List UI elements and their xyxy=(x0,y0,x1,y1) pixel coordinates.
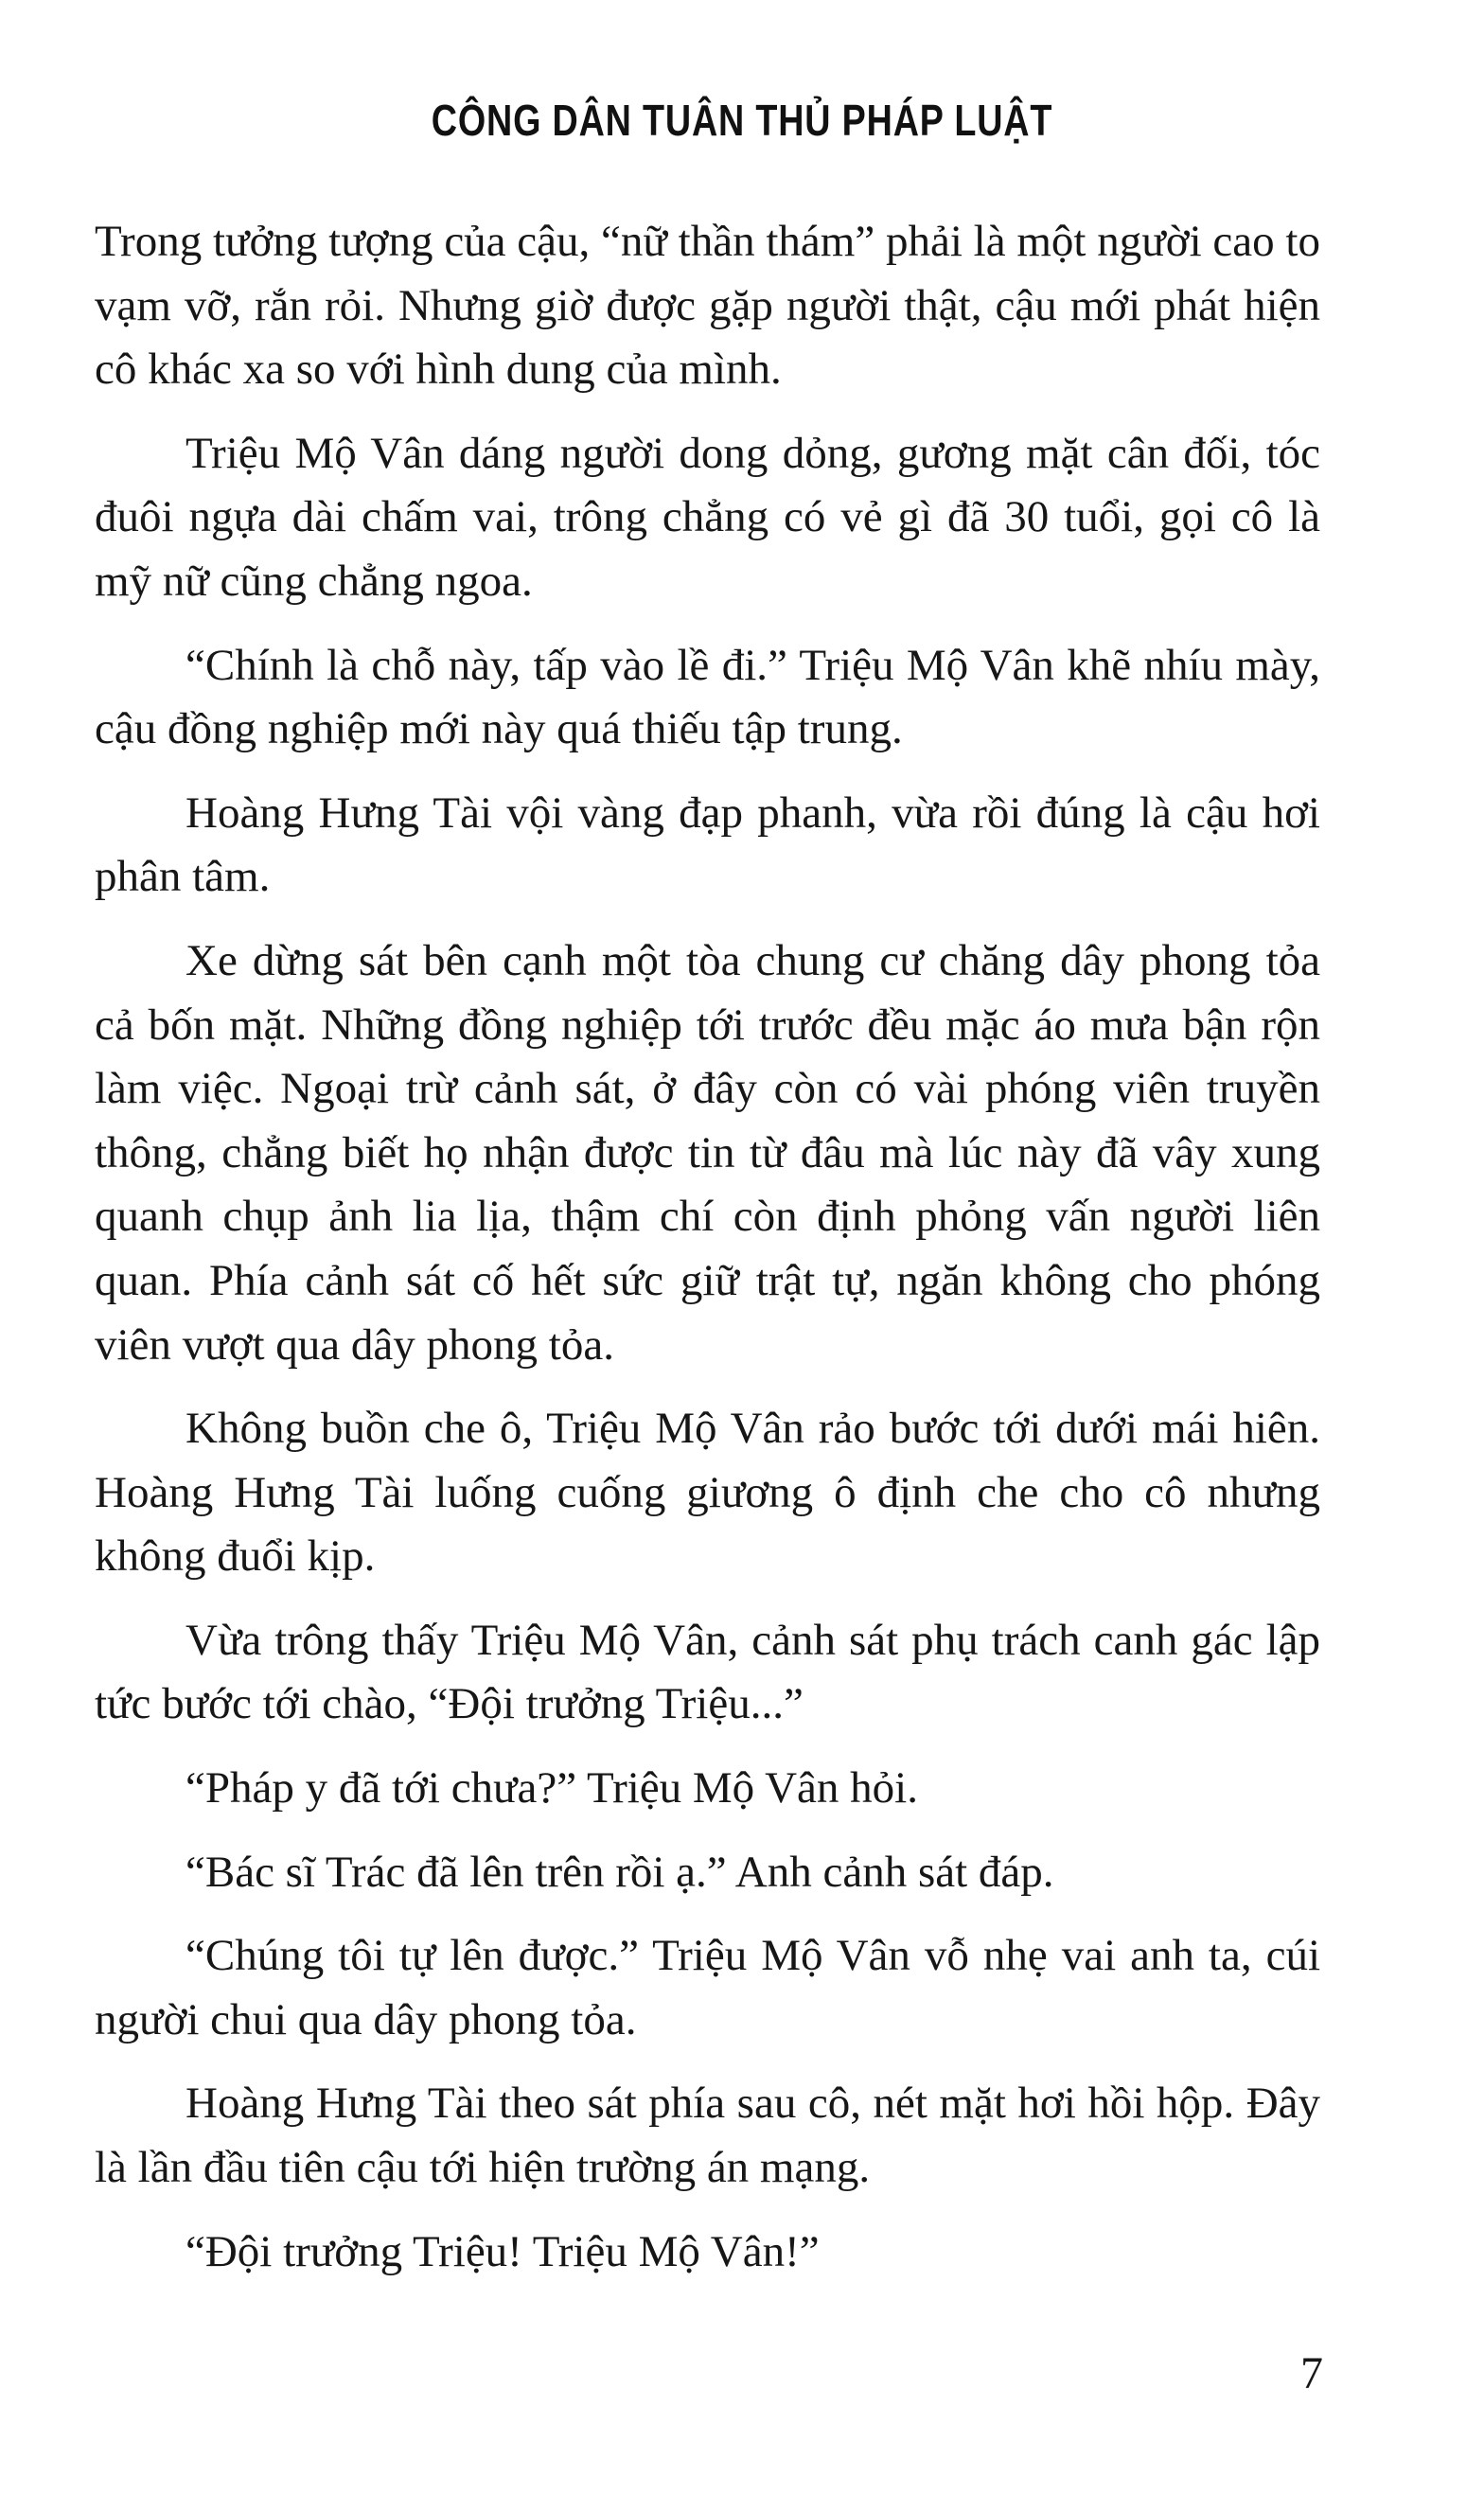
paragraph: Hoàng Hưng Tài theo sát phía sau cô, nét mặt hơi hồi hộp. Đây là lần đầu tiên cậu tới hiện trường án mạng. xyxy=(95,2079,1320,2193)
paragraph: Triệu Mộ Vân dáng người dong dỏng, gương mặt cân đối, tóc đuôi ngựa dài chấm vai, trông chẳng có vẻ gì đã 30 tuổi, gọi cô là mỹ nữ cũng chẳng ngoa. xyxy=(95,428,1320,606)
paragraph: “Chúng tôi tự lên được.” Triệu Mộ Vân vỗ nhẹ vai anh ta, cúi người chui qua dây phong tỏa. xyxy=(95,1931,1320,2044)
paragraph: “Pháp y đã tới chưa?” Triệu Mộ Vân hỏi. xyxy=(186,1763,918,1814)
running-header: CÔNG DÂN TUÂN THỦ PHÁP LUẬT xyxy=(431,96,1053,145)
page-number: 7 xyxy=(1300,2348,1323,2398)
paragraph: Xe dừng sát bên cạnh một tòa chung cư chăng dây phong tỏa cả bốn mặt. Những đồng nghiệp tới trước đều mặc áo mưa bận rộn làm việc. Ngoại trừ cảnh sát, ở đây còn có vài phóng viên truyền thông, chẳng biết họ nhận được tin từ đâu mà lúc này đã vây xung quanh chụp ảnh lia lịa, thậm chí còn định phỏng vấn người liên quan. Phía cảnh sát cố hết sức giữ trật tự, ngăn không cho phóng viên vượt qua dây phong tỏa. xyxy=(95,935,1320,1370)
paragraph: “Bác sĩ Trác đã lên trên rồi ạ.” Anh cảnh sát đáp. xyxy=(186,1847,1054,1897)
paragraph: Hoàng Hưng Tài vội vàng đạp phanh, vừa rồi đúng là cậu hơi phân tâm. xyxy=(95,787,1320,902)
paragraph: Trong tưởng tượng của cậu, “nữ thần thám” phải là một người cao to vạm vỡ, rắn rỏi. Nhưng giờ được gặp người thật, cậu mới phát hiện cô khác xa so với hình dung của mình. xyxy=(95,217,1320,395)
body-text xyxy=(95,210,1320,2304)
paragraph: Vừa trông thấy Triệu Mộ Vân, cảnh sát phụ trách canh gác lập tức bước tới chào, “Đội trưởng Triệu...” xyxy=(95,1615,1320,1729)
paragraph: “Đội trưởng Triệu! Triệu Mộ Vân!” xyxy=(186,2226,820,2276)
paragraph: “Chính là chỗ này, tấp vào lề đi.” Triệu Mộ Vân khẽ nhíu mày, cậu đồng nghiệp mới này quá thiếu tập trung. xyxy=(95,640,1320,754)
paragraph: Không buồn che ô, Triệu Mộ Vân rảo bước tới dưới mái hiên. Hoàng Hưng Tài luống cuống giương ô định che cho cô nhưng không đuổi kịp. xyxy=(95,1404,1320,1582)
